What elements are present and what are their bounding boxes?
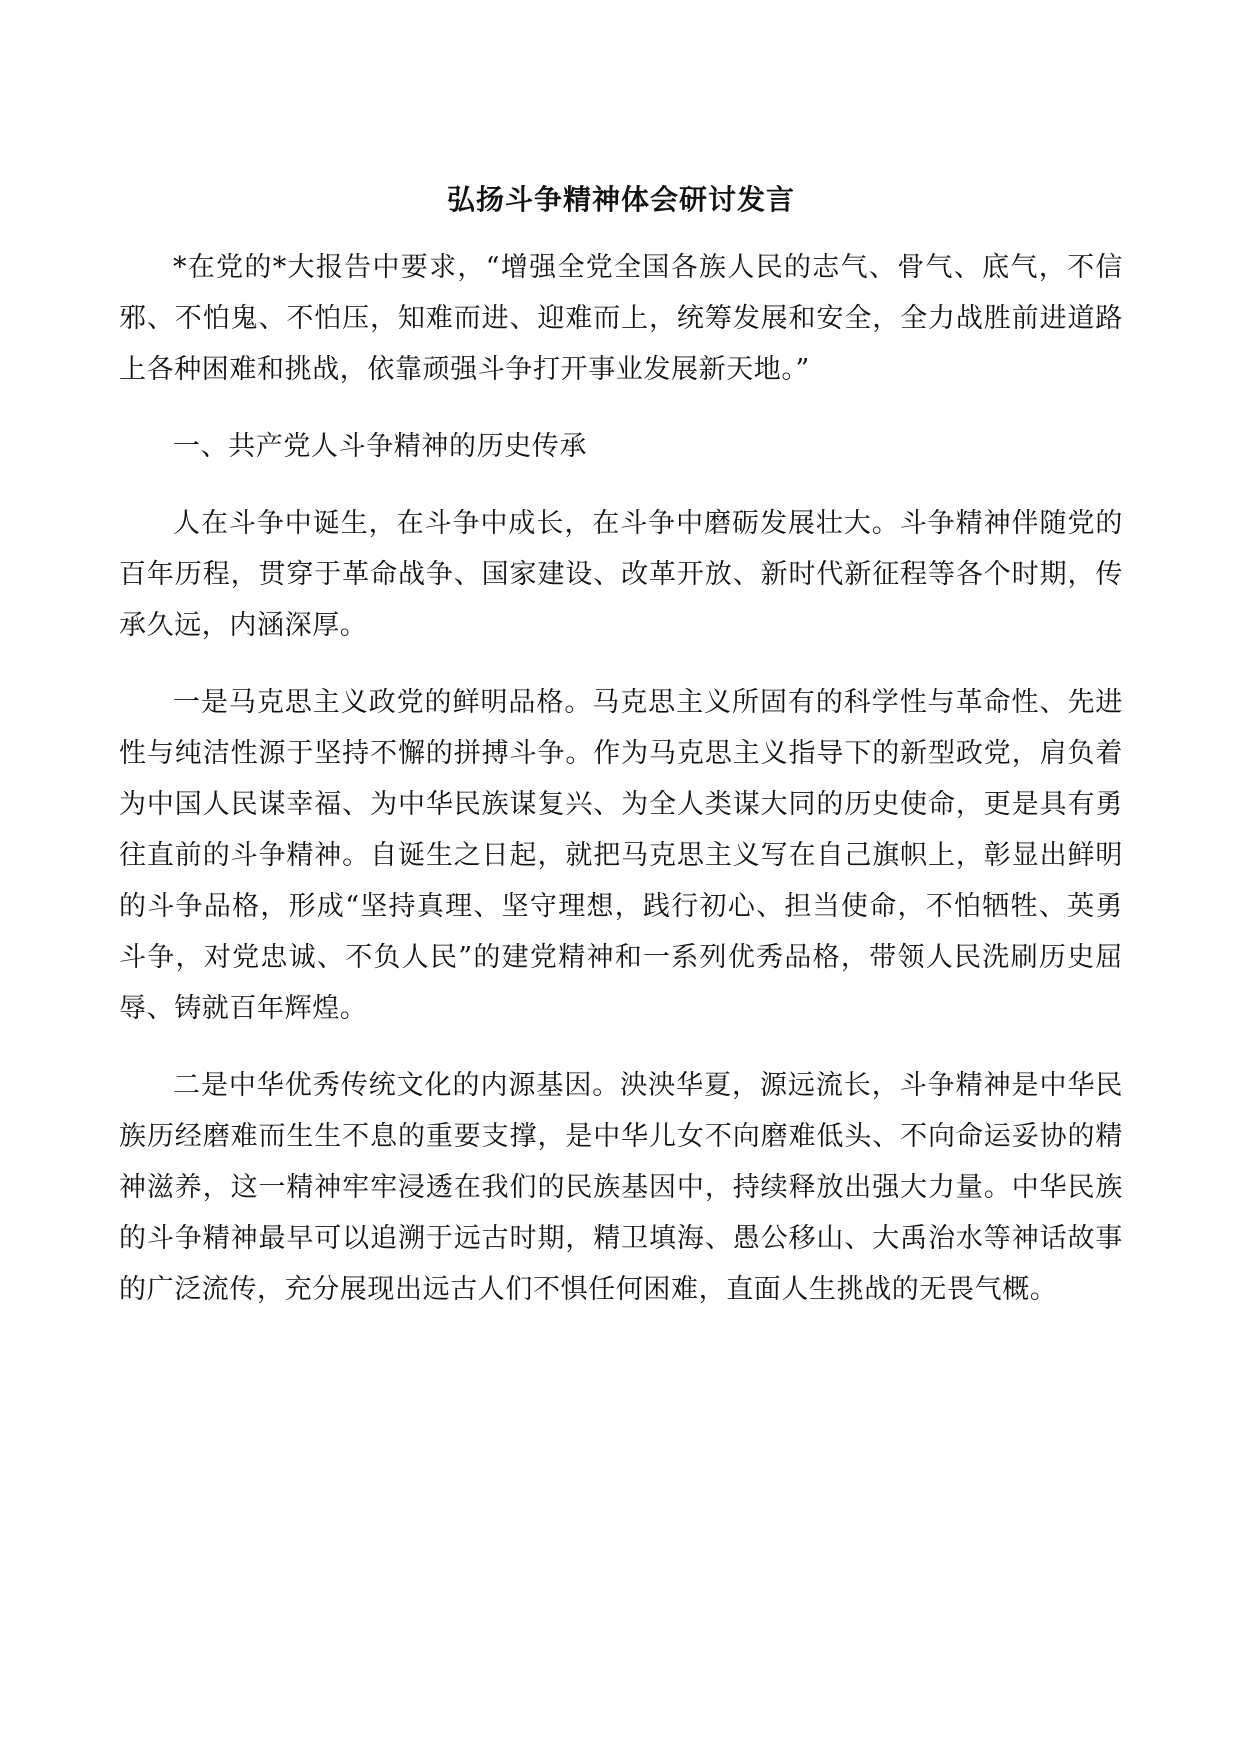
- section-heading-1: 一、共产党人斗争精神的历史传承: [173, 431, 587, 462]
- intro-paragraph: *在党的*大报告中要求，“增强全党全国各族人民的志气、骨气、底气，不信邪、不怕鬼、不怕压，知难而进、迎难而上，统筹发展和安全，全力战胜前进道路上各种困难和挑战，依靠顽强斗争打开事业发展新天地。”: [119, 252, 1123, 385]
- body-paragraph-1: 人在斗争中诞生，在斗争中成长，在斗争中磨砺发展壮大。斗争精神伴随党的百年历程，贯穿于革命战争、国家建设、改革开放、新时代新征程等各个时期，传承久远，内涵深厚。: [119, 508, 1123, 641]
- document-page: [119, 180, 1123, 1341]
- body-paragraph-2: 一是马克思主义政党的鲜明品格。马克思主义所固有的科学性与革命性、先进性与纯洁性源于坚持不懈的拼搏斗争。作为马克思主义指导下的新型政党，肩负着为中国人民谋幸福、为中华民族谋复兴、为全人类谋大同的历史使命，更是具有勇往直前的斗争精神。自诞生之日起，就把马克思主义写在自己旗帜上，彰显出鲜明的斗争品格，形成“坚持真理、坚守理想，践行初心、担当使命，不怕牺牲、英勇斗争，对党忠诚、不负人民”的建党精神和一系列优秀品格，带领人民洗刷历史屈辱、铸就百年辉煌。: [119, 687, 1123, 1024]
- body-paragraph-3: 二是中华优秀传统文化的内源基因。泱泱华夏，源远流长，斗争精神是中华民族历经磨难而生生不息的重要支撑，是中华儿女不向磨难低头、不向命运妥协的精神滋养，这一精神牢牢浸透在我们的民族基因中，持续释放出强大力量。中华民族的斗争精神最早可以追溯于远古时期，精卫填海、愚公移山、大禹治水等神话故事的广泛流传，充分展现出远古人们不惧任何困难，直面人生挑战的无畏气概。: [119, 1070, 1123, 1305]
- document-title: 弘扬斗争精神体会研讨发言: [446, 183, 795, 216]
